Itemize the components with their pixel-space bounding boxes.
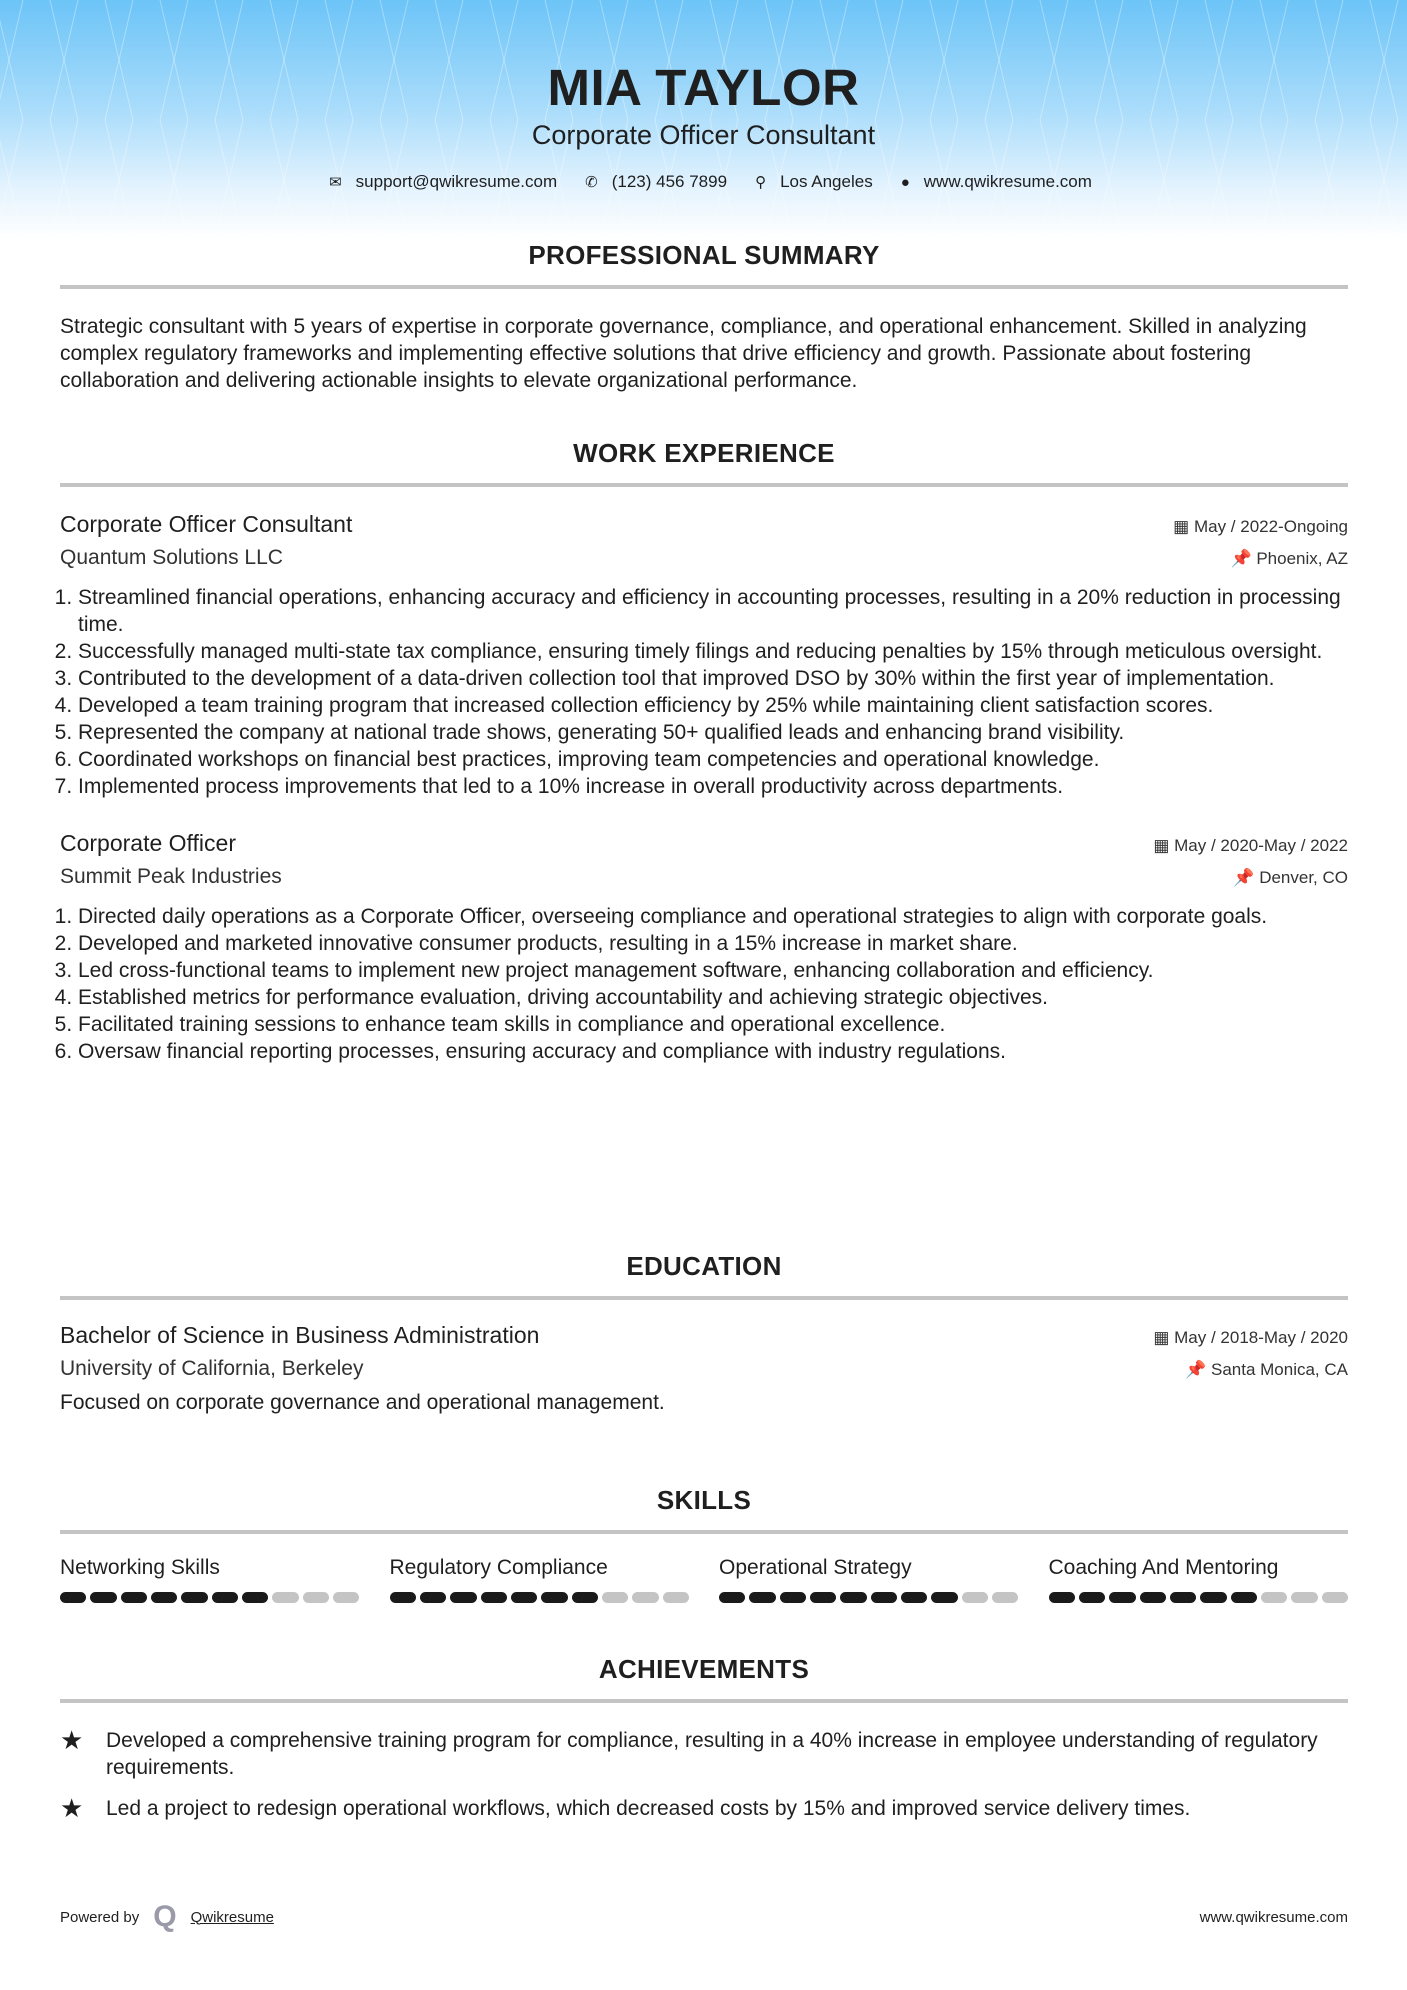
skill-level-segment [90,1592,116,1603]
star-award-icon: ★ [60,1793,84,1823]
job-bullet: 5. Facilitated training sessions to enhance team skills in compliance and operational excellence. [78,1011,1348,1038]
school-name: University of California, Berkeley [60,1357,364,1380]
achievement-item [60,1795,1348,1822]
skill-level-segment [719,1592,745,1603]
skill-level-segment [1261,1592,1287,1603]
section-heading: WORK EXPERIENCE [573,438,835,468]
skill-level-segment [1140,1592,1166,1603]
education-description: Focused on corporate governance and operational management. [60,1391,665,1414]
job-entry [60,830,1348,1065]
summary-section [60,240,1348,394]
skill-level-segment [1291,1592,1317,1603]
job-bullet: 2. Successfully managed multi-state tax compliance, ensuring timely filings and reducing penalties by 15% through meticulous oversight. [78,638,1348,665]
job-bullets [60,903,1348,1065]
skill-level-segment [450,1592,476,1603]
job-location: Phoenix, AZ [1256,549,1348,568]
achievement-text: Led a project to redesign operational workflows, which decreased costs by 15% and improved service delivery times. [106,1797,1191,1820]
divider [60,285,1348,289]
candidate-title: Corporate Officer Consultant [531,120,876,150]
skill-name: Networking Skills [60,1556,220,1579]
pushpin-icon: 📌 [1185,1360,1211,1379]
calendar-icon: ▦ [1173,517,1194,536]
candidate-name: MIA TAYLOR [547,59,860,116]
skill-item [60,1556,360,1603]
skill-name: Operational Strategy [719,1556,912,1579]
company-name: Quantum Solutions LLC [60,546,283,569]
skill-level-segment [1049,1592,1075,1603]
achievement-item [60,1727,1348,1781]
job-bullet: 7. Implemented process improvements that led to a 10% increase in overall productivity across departments. [78,773,1348,800]
skills-section [60,1485,1348,1603]
header-banner [0,0,1407,240]
achievements-section [60,1654,1348,1836]
skill-level-segment [181,1592,207,1603]
job-bullet: 4. Established metrics for performance evaluation, driving accountability and achieving strategic objectives. [78,984,1348,1011]
job-bullet: 2. Developed and marketed innovative consumer products, resulting in a 15% increase in market share. [78,930,1348,957]
envelope-icon: ✉ [329,174,342,191]
job-location: Denver, CO [1259,868,1348,887]
skill-level-segment [303,1592,329,1603]
calendar-icon: ▦ [1153,836,1175,855]
section-heading: EDUCATION [626,1251,782,1281]
skill-level-segment [992,1592,1018,1603]
skill-level-segment [1109,1592,1135,1603]
section-heading: PROFESSIONAL SUMMARY [528,240,880,270]
skill-level-segment [1200,1592,1226,1603]
skill-level-segment [931,1592,957,1603]
contact-phone: (123) 456 7899 [611,172,728,191]
contact-website[interactable]: www.qwikresume.com [923,172,1092,191]
education-dates: May / 2018-May / 2020 [1174,1328,1348,1347]
map-pin-icon: ⚲ [755,174,767,191]
skill-level-segment [541,1592,567,1603]
skill-level-segment [121,1592,147,1603]
skill-level-segment [749,1592,775,1603]
skill-level-segment [962,1592,988,1603]
skill-level-segment [632,1592,658,1603]
divider [60,1296,1348,1300]
skill-level-segment [663,1592,689,1603]
pushpin-icon: 📌 [1230,549,1257,568]
powered-by-label: Powered by [60,1908,140,1926]
skill-level-segment [481,1592,507,1603]
job-bullet: 6. Oversaw financial reporting processes, ensuring accuracy and compliance with industry regulations. [78,1038,1348,1065]
skill-level-bar [719,1592,1019,1603]
education-location: Santa Monica, CA [1210,1360,1348,1379]
skill-level-segment [272,1592,298,1603]
skill-item [390,1556,690,1603]
skill-level-segment [780,1592,806,1603]
skill-name: Regulatory Compliance [389,1556,608,1579]
skill-level-segment [572,1592,598,1603]
job-bullet: 1. Directed daily operations as a Corporate Officer, overseeing compliance and operational strategies to align with corporate goals. [78,903,1348,930]
footer-website[interactable]: www.qwikresume.com [1199,1908,1348,1926]
contact-email[interactable]: support@qwikresume.com [355,172,558,191]
company-name: Summit Peak Industries [60,865,282,888]
skill-level-segment [1322,1592,1348,1603]
skill-level-segment [212,1592,238,1603]
job-dates: May / 2020-May / 2022 [1174,836,1348,855]
skill-level-segment [871,1592,897,1603]
experience-section [60,438,1348,1065]
education-section [60,1251,1348,1416]
skill-level-bar [60,1592,360,1603]
job-entry [60,511,1348,800]
achievement-text: Developed a comprehensive training program for compliance, resulting in a 40% increase in employee understanding of regulatory requirements. [106,1729,1318,1779]
job-title: Corporate Officer [60,830,236,856]
skill-level-segment [810,1592,836,1603]
job-bullet: 3. Contributed to the development of a data-driven collection tool that improved DSO by 30% within the first year of implementation. [78,665,1348,692]
divider [60,1530,1348,1534]
job-bullet: 6. Coordinated workshops on financial best practices, improving team competencies and operational knowledge. [78,746,1348,773]
job-bullets [60,584,1348,800]
pushpin-icon: 📌 [1233,868,1260,887]
skill-level-segment [840,1592,866,1603]
skill-item [719,1556,1019,1603]
skill-level-segment [390,1592,416,1603]
contact-location: Los Angeles [780,172,873,191]
section-heading: SKILLS [656,1485,752,1515]
brand-link[interactable]: Qwikresume [190,1908,274,1926]
qwikresume-logo-icon: Q [153,1900,177,1933]
job-bullet: 5. Represented the company at national trade shows, generating 50+ qualified leads and enhancing brand visibility. [78,719,1348,746]
skill-item [1049,1556,1349,1603]
summary-text: Strategic consultant with 5 years of expertise in corporate governance, compliance, and operational enhancement. Skilled in analyzing complex regulatory frameworks and implementing effective solutions that drive efficiency and growth. Passionate about fostering collaboration and delivering actionable insights to elevate organizational performance. [60,315,1307,392]
skill-level-bar [390,1592,690,1603]
contact-bar [0,172,1407,192]
star-award-icon: ★ [60,1725,84,1755]
skill-level-segment [602,1592,628,1603]
skill-level-segment [242,1592,268,1603]
skill-level-bar [1049,1592,1349,1603]
skill-level-segment [333,1592,359,1603]
skill-level-segment [60,1592,86,1603]
phone-icon: ✆ [585,174,598,191]
skill-level-segment [420,1592,446,1603]
skill-level-segment [1170,1592,1196,1603]
divider [60,483,1348,487]
degree-title: Bachelor of Science in Business Administration [60,1322,540,1348]
job-title: Corporate Officer Consultant [60,511,353,537]
skill-level-segment [901,1592,927,1603]
footer [60,1900,1348,1934]
skill-name: Coaching And Mentoring [1048,1556,1279,1579]
job-bullet: 1. Streamlined financial operations, enhancing accuracy and efficiency in accounting processes, resulting in a 20% reduction in processing time. [78,584,1348,638]
skill-level-segment [511,1592,537,1603]
job-dates: May / 2022-Ongoing [1193,517,1348,536]
globe-icon: ● [900,173,910,191]
job-bullet: 3. Led cross-functional teams to implement new project management software, enhancing collaboration and efficiency. [78,957,1348,984]
skill-level-segment [1079,1592,1105,1603]
skill-level-segment [1231,1592,1257,1603]
section-heading: ACHIEVEMENTS [598,1654,810,1684]
job-bullet: 4. Developed a team training program that increased collection efficiency by 25% while maintaining client satisfaction scores. [78,692,1348,719]
skill-level-segment [151,1592,177,1603]
divider [60,1699,1348,1703]
calendar-icon: ▦ [1153,1328,1175,1347]
